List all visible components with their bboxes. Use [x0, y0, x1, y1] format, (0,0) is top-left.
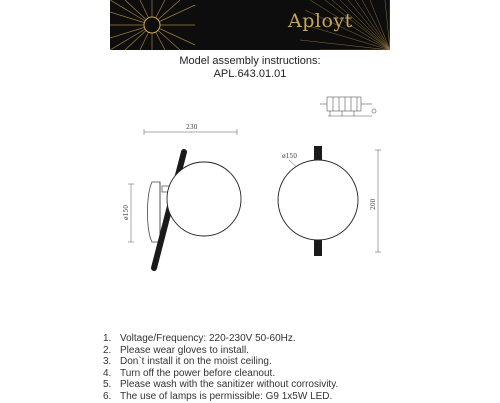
- list-item: 4. Turn off the power before cleanout.: [103, 367, 276, 379]
- front-height-label: 200: [370, 198, 377, 210]
- list-item: 5. Please wash with the sanitizer without corrosivity.: [103, 379, 339, 391]
- side-height-label: ø150: [123, 204, 130, 220]
- document-title: Model assembly instructions:: [179, 55, 321, 67]
- model-number: APL.643.01.01: [213, 68, 287, 80]
- front-view: [278, 146, 381, 256]
- front-diameter-label: ø150: [282, 153, 298, 160]
- list-item: 1. Voltage/Frequency: 220-230V 50-60Hz.: [103, 333, 296, 344]
- instructions-list: [103, 333, 338, 403]
- list-item: 6. The use of lamps is permissible: G9 1x5W LED.: [103, 390, 333, 402]
- side-width-label: 230: [186, 124, 198, 131]
- side-view: [123, 124, 241, 268]
- list-item: 2. Please wear gloves to install.: [103, 344, 249, 356]
- terminal-block-icon: [320, 97, 376, 116]
- brand-logo-text: Aployt: [288, 10, 353, 32]
- list-item: 3. Don`t install it on the moist ceiling.: [103, 356, 272, 368]
